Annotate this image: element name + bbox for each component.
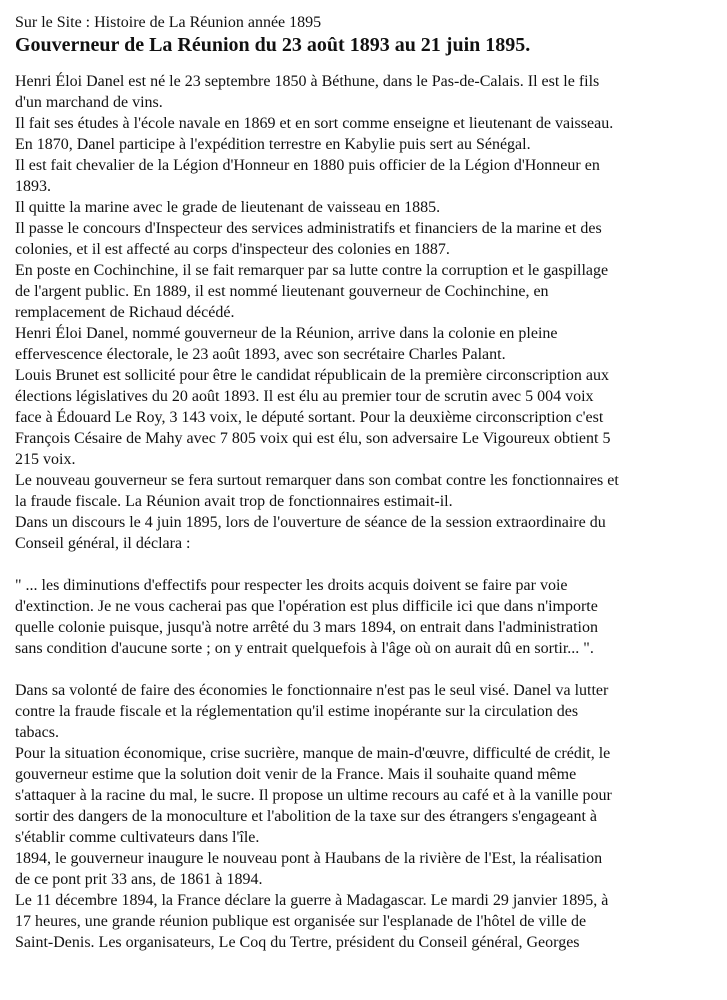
- text-line: quelle colonie puisque, jusqu'à notre arrêté du 3 mars 1894, on entrait dans l'administration: [15, 619, 598, 636]
- text-line: s'établir comme cultivateurs dans l'île.: [15, 829, 260, 846]
- text-line: 1894, le gouverneur inaugure le nouveau pont à Haubans de la rivière de l'Est, la réalisation: [15, 850, 603, 867]
- text-line: Henri Éloi Danel est né le 23 septembre 1850 à Béthune, dans le Pas-de-Calais. Il est le fils: [15, 73, 600, 90]
- text-line: Henri Éloi Danel, nommé gouverneur de la Réunion, arrive dans la colonie en pleine: [15, 325, 558, 342]
- text-line: Dans sa volonté de faire des économies le fonctionnaire n'est pas le seul visé. Danel va lutter: [15, 682, 609, 699]
- text-line: Le nouveau gouverneur se fera surtout remarquer dans son combat contre les fonctionnaires et: [15, 472, 619, 489]
- text-line: élections législatives du 20 août 1893. Il est élu au premier tour de scrutin avec 5 004 voix: [15, 388, 594, 405]
- text-line: gouverneur estime que la solution doit venir de la France. Mais il souhaite quand même: [15, 766, 577, 783]
- text-line: François Césaire de Mahy avec 7 805 voix qui est élu, son adversaire Le Vigoureux obtient 5: [15, 430, 611, 447]
- text-line: effervescence électorale, le 23 août 1893, avec son secrétaire Charles Palant.: [15, 346, 506, 363]
- text-line: remplacement de Richaud décédé.: [15, 304, 235, 321]
- text-line: tabacs.: [15, 724, 59, 741]
- text-line: " ... les diminutions d'effectifs pour respecter les droits acquis doivent se faire par voie: [15, 577, 568, 594]
- text-line: En poste en Cochinchine, il se fait remarquer par sa lutte contre la corruption et le gaspillage: [15, 262, 609, 279]
- biography-paragraph: [15, 71, 720, 554]
- text-line: Dans un discours le 4 juin 1895, lors de l'ouverture de séance de la session extraordinaire du: [15, 514, 606, 531]
- text-line: de l'argent public. En 1889, il est nommé lieutenant gouverneur de Cochinchine, en: [15, 283, 549, 300]
- text-line: Il fait ses études à l'école navale en 1869 et en sort comme enseigne et lieutenant de vaisseau.: [15, 115, 614, 132]
- text-line: En 1870, Danel participe à l'expédition terrestre en Kabylie puis sert au Sénégal.: [15, 136, 531, 153]
- text-line: sortir des dangers de la monoculture et l'abolition de la taxe sur des étrangers s'engageant à: [15, 808, 598, 825]
- text-line: Pour la situation économique, crise sucrière, manque de main-d'œuvre, difficulté de crédit, le: [15, 745, 611, 762]
- text-line: face à Édouard Le Roy, 3 143 voix, le député sortant. Pour la deuxième circonscription c'est: [15, 409, 604, 426]
- text-line: 215 voix.: [15, 451, 76, 468]
- paragraph-gap: [15, 659, 720, 680]
- text-line: Il quitte la marine avec le grade de lieutenant de vaisseau en 1885.: [15, 199, 441, 216]
- paragraph-gap: [15, 554, 720, 575]
- text-line: s'attaquer à la racine du mal, le sucre. Il propose un ultime recours au café et à la vanille pour: [15, 787, 612, 804]
- text-line: d'extinction. Je ne vous cacherai pas que l'opération est plus difficile ici que dans n'importe: [15, 598, 598, 615]
- text-line: colonies, et il est affecté au corps d'inspecteur des colonies en 1887.: [15, 241, 450, 258]
- quote-paragraph: [15, 575, 720, 659]
- text-line: Conseil général, il déclara :: [15, 535, 191, 552]
- text-line: de ce pont prit 33 ans, de 1861 à 1894.: [15, 871, 263, 888]
- text-line: 1893.: [15, 178, 51, 195]
- text-line: la fraude fiscale. La Réunion avait trop de fonctionnaires estimait-il.: [15, 493, 453, 510]
- page-subtitle: Sur le Site : Histoire de La Réunion année 1895: [15, 14, 322, 31]
- text-line: d'un marchand de vins.: [15, 94, 163, 111]
- text-line: Louis Brunet est sollicité pour être le candidat républicain de la première circonscription aux: [15, 367, 610, 384]
- text-line: 17 heures, une grande réunion publique est organisée sur l'esplanade de l'hôtel de ville de: [15, 913, 587, 930]
- text-line: Le 11 décembre 1894, la France déclare la guerre à Madagascar. Le mardi 29 janvier 1895, à: [15, 892, 609, 909]
- text-line: Saint-Denis. Les organisateurs, Le Coq du Tertre, président du Conseil général, Georges: [15, 934, 580, 951]
- page-title: Gouverneur de La Réunion du 23 août 1893 au 21 juin 1895.: [15, 34, 531, 56]
- text-line: sans condition d'aucune sorte ; on y entrait quelquefois à l'âge où on aurait dû en sortir... ".: [15, 640, 594, 657]
- text-line: contre la fraude fiscale et la réglementation qu'il estime inopérante sur la circulation des: [15, 703, 579, 720]
- policy-paragraph: [15, 680, 720, 953]
- text-line: Il passe le concours d'Inspecteur des services administratifs et financiers de la marine et des: [15, 220, 602, 237]
- text-line: Il est fait chevalier de la Légion d'Honneur en 1880 puis officier de la Légion d'Honneur en: [15, 157, 600, 174]
